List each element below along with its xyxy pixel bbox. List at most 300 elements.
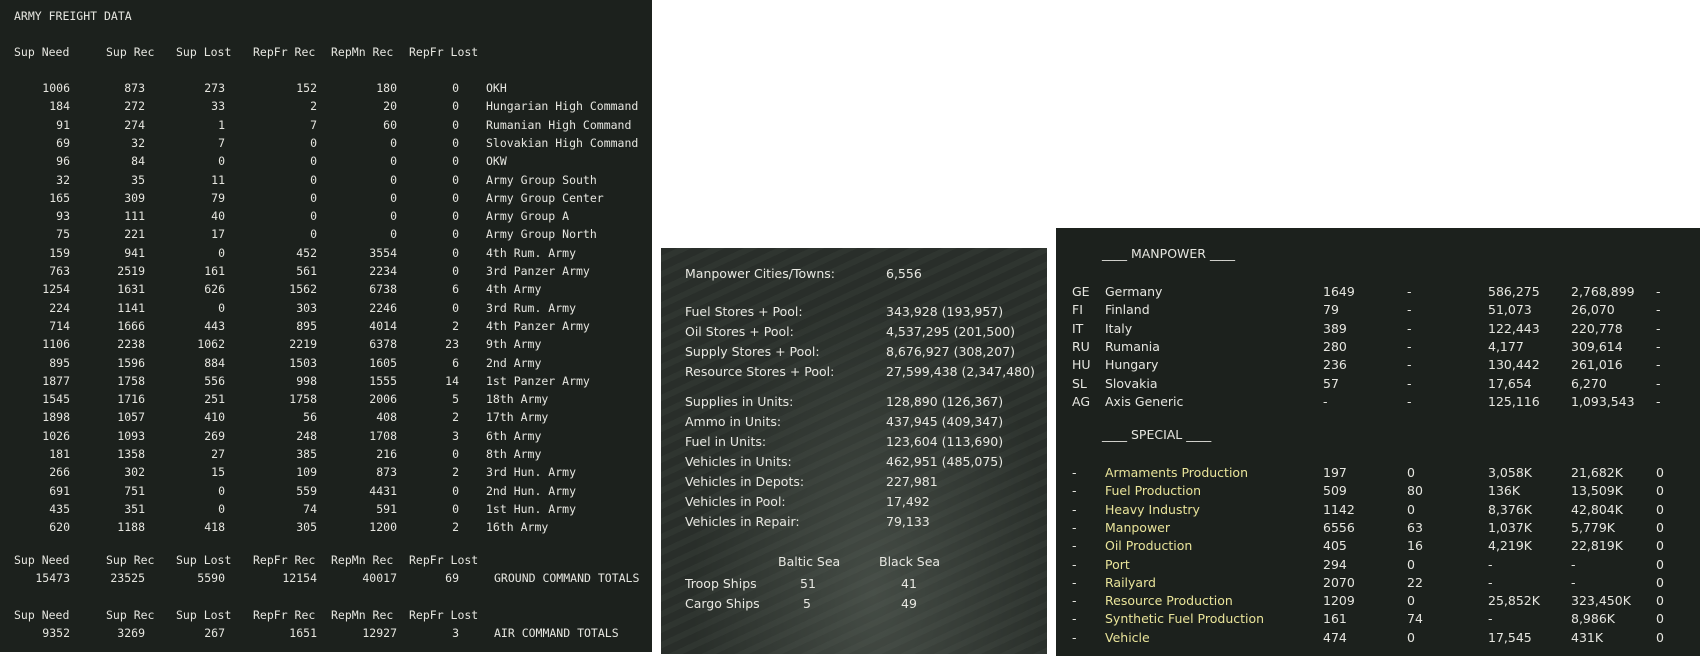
cell-sup-need: 93 bbox=[56, 209, 70, 224]
country-name: Slovakia bbox=[1105, 375, 1158, 391]
stores-value: 6,556 bbox=[886, 266, 922, 281]
cell-repfr-lost: 2 bbox=[452, 318, 459, 333]
cell-sup-need: 266 bbox=[49, 465, 70, 480]
cell-repfr-lost: 0 bbox=[452, 209, 459, 224]
stores-label: Vehicles in Repair: bbox=[685, 514, 800, 529]
country-code: FI bbox=[1072, 302, 1083, 318]
special-col-4: 22,819K bbox=[1571, 538, 1623, 554]
table-row bbox=[0, 282, 652, 300]
cell-repfr-rec: 385 bbox=[296, 447, 317, 461]
freight-header-row bbox=[0, 45, 652, 63]
command-name: 2nd Army bbox=[486, 355, 542, 370]
country-row bbox=[1056, 321, 1700, 339]
cell-sup-rec: 84 bbox=[131, 154, 145, 169]
cell-sup-rec: 3269 bbox=[117, 626, 145, 640]
cell-repfr-rec: 74 bbox=[303, 501, 317, 516]
country-code: GE bbox=[1072, 284, 1090, 299]
cell-repfr-rec: 1758 bbox=[289, 392, 317, 407]
cell-sup-lost: 0 bbox=[218, 154, 225, 169]
cell-repmn-rec: 0 bbox=[390, 209, 397, 224]
country-col-3: 51,073 bbox=[1488, 302, 1532, 318]
cell-sup-rec: 221 bbox=[124, 227, 145, 242]
country-col-4: 26,070 bbox=[1571, 302, 1615, 318]
cell-repfr-lost: 0 bbox=[452, 172, 459, 187]
command-name: Slovakian High Command bbox=[486, 135, 639, 150]
cell-sup-rec: 1188 bbox=[117, 520, 145, 535]
special-col-3: 8,376K bbox=[1488, 501, 1532, 517]
cell-repmn-rec: 0 bbox=[390, 227, 397, 242]
country-col-1: - bbox=[1323, 393, 1328, 409]
table-row bbox=[0, 227, 652, 245]
special-col-2: 63 bbox=[1407, 519, 1423, 535]
cell-sup-need: 69 bbox=[56, 135, 70, 150]
cell-repmn-rec: 873 bbox=[376, 465, 397, 480]
cell-repfr-lost: 0 bbox=[452, 447, 459, 461]
cell-sup-need: 165 bbox=[49, 190, 70, 205]
cell-sup-lost: 443 bbox=[204, 318, 225, 333]
special-row bbox=[1056, 465, 1700, 483]
cell-repmn-rec: 6378 bbox=[369, 337, 397, 352]
cell-sup-need: 1106 bbox=[42, 337, 70, 352]
header-repfr-rec: RepFr Rec bbox=[253, 45, 316, 59]
cell-sup-rec: 302 bbox=[124, 465, 145, 480]
cell-repfr-lost: 2 bbox=[452, 520, 459, 535]
country-col-5: - bbox=[1656, 338, 1661, 354]
ship-row bbox=[661, 576, 1047, 596]
stores-value: 437,945 (409,347) bbox=[886, 414, 1004, 429]
table-row bbox=[0, 99, 652, 117]
header-repmn-rec: RepMn Rec bbox=[331, 553, 394, 567]
cell-repmn-rec: 6738 bbox=[369, 282, 397, 297]
table-row bbox=[0, 429, 652, 447]
header-repfr-rec: RepFr Rec bbox=[253, 553, 316, 567]
table-row bbox=[0, 173, 652, 191]
command-name: 3rd Panzer Army bbox=[486, 264, 590, 278]
country-col-1: 280 bbox=[1323, 338, 1347, 354]
cell-sup-need: 620 bbox=[49, 520, 70, 535]
stores-label: Vehicles in Units: bbox=[685, 454, 792, 469]
special-col-5: 0 bbox=[1656, 465, 1664, 480]
special-col-2: 0 bbox=[1407, 629, 1415, 645]
special-row bbox=[1056, 538, 1700, 556]
special-row bbox=[1056, 520, 1700, 538]
special-row bbox=[1056, 630, 1700, 648]
cell-sup-rec: 1666 bbox=[117, 318, 145, 333]
special-name: Fuel Production bbox=[1105, 483, 1202, 499]
stores-row bbox=[661, 494, 1047, 514]
special-col-5: 0 bbox=[1656, 483, 1664, 499]
command-name: Army Group North bbox=[486, 227, 597, 242]
cell-sup-rec: 1141 bbox=[117, 300, 145, 315]
stores-row bbox=[661, 266, 1047, 286]
cell-sup-need: 1254 bbox=[42, 282, 70, 297]
cell-sup-need: 895 bbox=[49, 355, 70, 370]
cell-repfr-lost: 0 bbox=[452, 81, 459, 95]
cell-sup-lost: 0 bbox=[218, 300, 225, 315]
country-col-5: - bbox=[1656, 320, 1661, 336]
header-repmn-rec: RepMn Rec bbox=[331, 45, 394, 59]
table-row bbox=[0, 356, 652, 374]
cell-repfr-rec: 109 bbox=[296, 465, 317, 480]
cell-sup-need: 1877 bbox=[42, 373, 70, 388]
cell-repfr-lost: 0 bbox=[452, 154, 459, 169]
special-col-4: 42,804K bbox=[1571, 501, 1623, 517]
command-name: 3rd Rum. Army bbox=[486, 300, 577, 315]
country-col-2: - bbox=[1407, 284, 1412, 299]
country-col-2: - bbox=[1407, 302, 1412, 318]
stores-value: 79,133 bbox=[886, 514, 930, 529]
special-name: Railyard bbox=[1105, 574, 1156, 590]
cell-sup-need: 1898 bbox=[42, 410, 70, 425]
cell-sup-rec: 351 bbox=[124, 501, 145, 516]
ship-baltic-value: 51 bbox=[800, 576, 816, 591]
cell-sup-need: 691 bbox=[49, 483, 70, 498]
country-col-3: 4,177 bbox=[1488, 338, 1524, 354]
country-col-2: - bbox=[1407, 320, 1412, 336]
country-col-1: 389 bbox=[1323, 320, 1347, 336]
stores-row bbox=[661, 394, 1047, 414]
cell-repfr-rec: 0 bbox=[310, 227, 317, 242]
header-repfr-lost: RepFr Lost bbox=[409, 608, 479, 622]
special-col-5: 0 bbox=[1656, 593, 1664, 609]
special-col-1: 197 bbox=[1323, 465, 1347, 480]
ships-col-baltic: Baltic Sea bbox=[778, 554, 841, 569]
cell-repfr-lost: 23 bbox=[445, 337, 459, 352]
special-col-3: 25,852K bbox=[1488, 593, 1540, 609]
cell-repfr-lost: 6 bbox=[452, 282, 459, 297]
special-col-2: 16 bbox=[1407, 538, 1423, 554]
cell-repmn-rec: 1200 bbox=[369, 520, 397, 535]
cell-repfr-rec: 7 bbox=[310, 117, 317, 132]
cell-repmn-rec: 2246 bbox=[369, 300, 397, 315]
special-col-2: 74 bbox=[1407, 611, 1423, 627]
special-name: Manpower bbox=[1105, 519, 1171, 535]
stores-row bbox=[661, 324, 1047, 344]
table-row bbox=[0, 392, 652, 410]
table-row bbox=[0, 246, 652, 264]
special-dash: - bbox=[1072, 465, 1077, 480]
ship-row bbox=[661, 596, 1047, 616]
special-col-3: 17,545 bbox=[1488, 629, 1532, 645]
cell-sup-need: 714 bbox=[49, 318, 70, 333]
special-dash: - bbox=[1072, 629, 1077, 645]
cell-sup-rec: 309 bbox=[124, 190, 145, 205]
cell-sup-lost: 0 bbox=[218, 501, 225, 516]
ground-totals-header-row bbox=[0, 553, 652, 571]
cell-repfr-lost: 0 bbox=[452, 135, 459, 150]
cell-sup-lost: 11 bbox=[211, 172, 225, 187]
special-col-5: 0 bbox=[1656, 556, 1664, 572]
cell-sup-need: 181 bbox=[49, 447, 70, 461]
country-row bbox=[1056, 394, 1700, 412]
country-col-4: 220,778 bbox=[1571, 320, 1623, 336]
cell-sup-need: 15473 bbox=[35, 571, 70, 585]
country-col-1: 79 bbox=[1323, 302, 1339, 318]
special-col-4: 323,450K bbox=[1571, 593, 1631, 609]
stores-panel bbox=[661, 248, 1047, 654]
cell-repfr-lost: 0 bbox=[452, 99, 459, 114]
cell-repfr-rec: 0 bbox=[310, 190, 317, 205]
cell-sup-rec: 1596 bbox=[117, 355, 145, 370]
special-dash: - bbox=[1072, 593, 1077, 609]
ships-col-black: Black Sea bbox=[879, 554, 941, 569]
special-row bbox=[1056, 483, 1700, 501]
command-name: Army Group South bbox=[486, 172, 597, 187]
header-repmn-rec: RepMn Rec bbox=[331, 608, 394, 622]
ground-totals-row bbox=[0, 571, 652, 589]
special-row bbox=[1056, 502, 1700, 520]
cell-sup-rec: 23525 bbox=[110, 571, 145, 585]
stores-row bbox=[661, 514, 1047, 534]
special-col-1: 509 bbox=[1323, 483, 1347, 499]
cell-sup-rec: 2238 bbox=[117, 337, 145, 352]
cell-sup-lost: 79 bbox=[211, 190, 225, 205]
table-row bbox=[0, 502, 652, 520]
cell-sup-rec: 751 bbox=[124, 483, 145, 498]
table-row bbox=[0, 209, 652, 227]
cell-repmn-rec: 408 bbox=[376, 410, 397, 425]
special-col-4: 21,682K bbox=[1571, 465, 1623, 480]
command-name: Hungarian High Command bbox=[486, 99, 639, 114]
special-row bbox=[1056, 575, 1700, 593]
cell-repmn-rec: 4431 bbox=[369, 483, 397, 498]
special-col-1: 1209 bbox=[1323, 593, 1355, 609]
stores-value: 343,928 (193,957) bbox=[886, 304, 1004, 319]
cell-repmn-rec: 12927 bbox=[362, 626, 397, 640]
cell-sup-rec: 1716 bbox=[117, 392, 145, 407]
cell-sup-rec: 1093 bbox=[117, 428, 145, 443]
air-totals-label: AIR COMMAND TOTALS bbox=[494, 626, 619, 640]
special-col-4: 431K bbox=[1571, 629, 1604, 645]
special-col-1: 1142 bbox=[1323, 501, 1355, 517]
table-row bbox=[0, 337, 652, 355]
special-row bbox=[1056, 593, 1700, 611]
special-col-1: 405 bbox=[1323, 538, 1347, 554]
command-name: Army Group A bbox=[486, 209, 570, 224]
command-name: Army Group Center bbox=[486, 190, 604, 205]
cell-sup-lost: 556 bbox=[204, 373, 225, 388]
header-sup-lost: Sup Lost bbox=[176, 608, 232, 622]
cell-repmn-rec: 60 bbox=[383, 117, 397, 132]
cell-repfr-lost: 0 bbox=[452, 483, 459, 498]
stores-value: 8,676,927 (308,207) bbox=[886, 344, 1016, 359]
special-dash: - bbox=[1072, 538, 1077, 554]
country-name: Hungary bbox=[1105, 357, 1159, 373]
cell-repfr-rec: 56 bbox=[303, 410, 317, 425]
cell-repfr-rec: 0 bbox=[310, 135, 317, 150]
cell-repfr-rec: 0 bbox=[310, 172, 317, 187]
header-sup-lost: Sup Lost bbox=[176, 45, 232, 59]
command-name: 1st Panzer Army bbox=[486, 373, 590, 388]
country-col-4: 1,093,543 bbox=[1571, 393, 1635, 409]
command-name: 4th Panzer Army bbox=[486, 318, 590, 333]
stores-label: Supply Stores + Pool: bbox=[685, 344, 820, 359]
table-row bbox=[0, 319, 652, 337]
stores-label: Manpower Cities/Towns: bbox=[685, 266, 835, 281]
command-name: 4th Army bbox=[486, 282, 542, 297]
cell-sup-need: 9352 bbox=[42, 626, 70, 640]
special-row bbox=[1056, 557, 1700, 575]
stores-value: 17,492 bbox=[886, 494, 930, 509]
cell-sup-lost: 5590 bbox=[197, 571, 225, 585]
table-row bbox=[0, 447, 652, 465]
ship-label: Troop Ships bbox=[685, 576, 757, 591]
special-name: Heavy Industry bbox=[1105, 501, 1200, 517]
special-col-3: - bbox=[1488, 556, 1493, 572]
country-col-5: - bbox=[1656, 393, 1661, 409]
cell-repfr-lost: 14 bbox=[445, 373, 459, 388]
special-col-4: - bbox=[1571, 556, 1576, 572]
cell-sup-lost: 0 bbox=[218, 483, 225, 498]
country-code: RU bbox=[1072, 338, 1090, 354]
cell-repfr-lost: 0 bbox=[452, 227, 459, 242]
special-dash: - bbox=[1072, 501, 1077, 517]
table-row bbox=[0, 154, 652, 172]
cell-sup-lost: 161 bbox=[204, 264, 225, 278]
cell-sup-lost: 267 bbox=[204, 626, 225, 640]
manpower-panel bbox=[1056, 228, 1700, 656]
cell-sup-rec: 35 bbox=[131, 172, 145, 187]
ships-header bbox=[661, 554, 1047, 574]
special-col-5: 0 bbox=[1656, 538, 1664, 554]
special-name: Armaments Production bbox=[1105, 465, 1248, 480]
stores-row bbox=[661, 344, 1047, 364]
country-col-4: 2,768,899 bbox=[1571, 284, 1635, 299]
special-dash: - bbox=[1072, 519, 1077, 535]
cell-sup-need: 763 bbox=[49, 264, 70, 278]
country-col-4: 261,016 bbox=[1571, 357, 1623, 373]
cell-sup-rec: 941 bbox=[124, 245, 145, 260]
cell-sup-rec: 873 bbox=[124, 81, 145, 95]
country-col-2: - bbox=[1407, 393, 1412, 409]
cell-repmn-rec: 1708 bbox=[369, 428, 397, 443]
table-row bbox=[0, 81, 652, 99]
cell-repfr-rec: 561 bbox=[296, 264, 317, 278]
special-col-5: 0 bbox=[1656, 574, 1664, 590]
special-col-3: - bbox=[1488, 611, 1493, 627]
stores-label: Vehicles in Depots: bbox=[685, 474, 805, 489]
country-name: Finland bbox=[1105, 302, 1150, 318]
country-code: IT bbox=[1072, 320, 1084, 336]
special-col-2: 22 bbox=[1407, 574, 1423, 590]
cell-sup-need: 435 bbox=[49, 501, 70, 516]
command-name: 2nd Hun. Army bbox=[486, 483, 577, 498]
special-col-2: 0 bbox=[1407, 593, 1415, 609]
table-row bbox=[0, 484, 652, 502]
stores-row bbox=[661, 364, 1047, 384]
stores-row bbox=[661, 454, 1047, 474]
cell-sup-rec: 272 bbox=[124, 99, 145, 114]
cell-sup-need: 159 bbox=[49, 245, 70, 260]
cell-repmn-rec: 1605 bbox=[369, 355, 397, 370]
cell-sup-rec: 1358 bbox=[117, 447, 145, 461]
cell-repfr-rec: 152 bbox=[296, 81, 317, 95]
stores-value: 123,604 (113,690) bbox=[886, 434, 1004, 449]
country-col-2: - bbox=[1407, 375, 1412, 391]
cell-sup-lost: 17 bbox=[211, 227, 225, 242]
country-col-5: - bbox=[1656, 302, 1661, 318]
special-col-3: 136K bbox=[1488, 483, 1521, 499]
command-name: 16th Army bbox=[486, 520, 549, 535]
special-col-2: 0 bbox=[1407, 465, 1415, 480]
cell-sup-rec: 111 bbox=[124, 209, 145, 224]
cell-sup-lost: 0 bbox=[218, 245, 225, 260]
special-col-2: 0 bbox=[1407, 501, 1415, 517]
country-row bbox=[1056, 357, 1700, 375]
cell-repfr-rec: 303 bbox=[296, 300, 317, 315]
army-freight-panel bbox=[0, 0, 652, 652]
cell-repfr-lost: 2 bbox=[452, 410, 459, 425]
special-col-4: 13,509K bbox=[1571, 483, 1623, 499]
cell-repfr-lost: 0 bbox=[452, 300, 459, 315]
special-col-3: - bbox=[1488, 574, 1493, 590]
country-col-1: 57 bbox=[1323, 375, 1339, 391]
command-name: 3rd Hun. Army bbox=[486, 465, 577, 480]
command-name: 18th Army bbox=[486, 392, 549, 407]
cell-sup-rec: 32 bbox=[131, 135, 145, 150]
country-code: SL bbox=[1072, 375, 1087, 391]
cell-repmn-rec: 2234 bbox=[369, 264, 397, 278]
cell-sup-lost: 251 bbox=[204, 392, 225, 407]
special-col-4: - bbox=[1571, 574, 1576, 590]
stores-label: Ammo in Units: bbox=[685, 414, 782, 429]
cell-repmn-rec: 180 bbox=[376, 81, 397, 95]
cell-repfr-rec: 2219 bbox=[289, 337, 317, 352]
stores-label: Fuel Stores + Pool: bbox=[685, 304, 803, 319]
country-col-5: - bbox=[1656, 375, 1661, 391]
cell-repfr-rec: 305 bbox=[296, 520, 317, 535]
cell-repfr-rec: 452 bbox=[296, 245, 317, 260]
cell-sup-need: 1545 bbox=[42, 392, 70, 407]
special-dash: - bbox=[1072, 556, 1077, 572]
air-totals-header-row bbox=[0, 608, 652, 626]
cell-sup-lost: 410 bbox=[204, 410, 225, 425]
cell-sup-rec: 1758 bbox=[117, 373, 145, 388]
header-sup-rec: Sup Rec bbox=[106, 45, 155, 59]
cell-repfr-rec: 0 bbox=[310, 209, 317, 224]
cell-repfr-rec: 0 bbox=[310, 154, 317, 169]
ship-black-value: 49 bbox=[901, 596, 917, 611]
special-col-5: 0 bbox=[1656, 629, 1664, 645]
country-col-3: 17,654 bbox=[1488, 375, 1532, 391]
special-col-5: 0 bbox=[1656, 501, 1664, 517]
special-col-1: 294 bbox=[1323, 556, 1347, 572]
stores-row bbox=[661, 414, 1047, 434]
cell-sup-need: 96 bbox=[56, 154, 70, 169]
country-name: Italy bbox=[1105, 320, 1133, 336]
command-name: 1st Hun. Army bbox=[486, 501, 577, 516]
table-row bbox=[0, 301, 652, 319]
header-sup-rec: Sup Rec bbox=[106, 608, 155, 622]
cell-repfr-lost: 6 bbox=[452, 355, 459, 370]
country-col-5: - bbox=[1656, 357, 1661, 373]
header-sup-need: Sup Need bbox=[14, 608, 70, 622]
cell-repfr-lost: 0 bbox=[452, 264, 459, 278]
stores-row bbox=[661, 304, 1047, 324]
special-row bbox=[1056, 611, 1700, 629]
cell-repmn-rec: 3554 bbox=[369, 245, 397, 260]
command-name: 17th Army bbox=[486, 410, 549, 425]
header-sup-need: Sup Need bbox=[14, 553, 70, 567]
special-col-1: 161 bbox=[1323, 611, 1347, 627]
cell-repfr-lost: 3 bbox=[452, 626, 459, 640]
cell-sup-rec: 1631 bbox=[117, 282, 145, 297]
cell-repmn-rec: 1555 bbox=[369, 373, 397, 388]
country-name: Germany bbox=[1105, 284, 1163, 299]
country-row bbox=[1056, 376, 1700, 394]
country-name: Axis Generic bbox=[1105, 393, 1184, 409]
stores-label: Resource Stores + Pool: bbox=[685, 364, 835, 379]
